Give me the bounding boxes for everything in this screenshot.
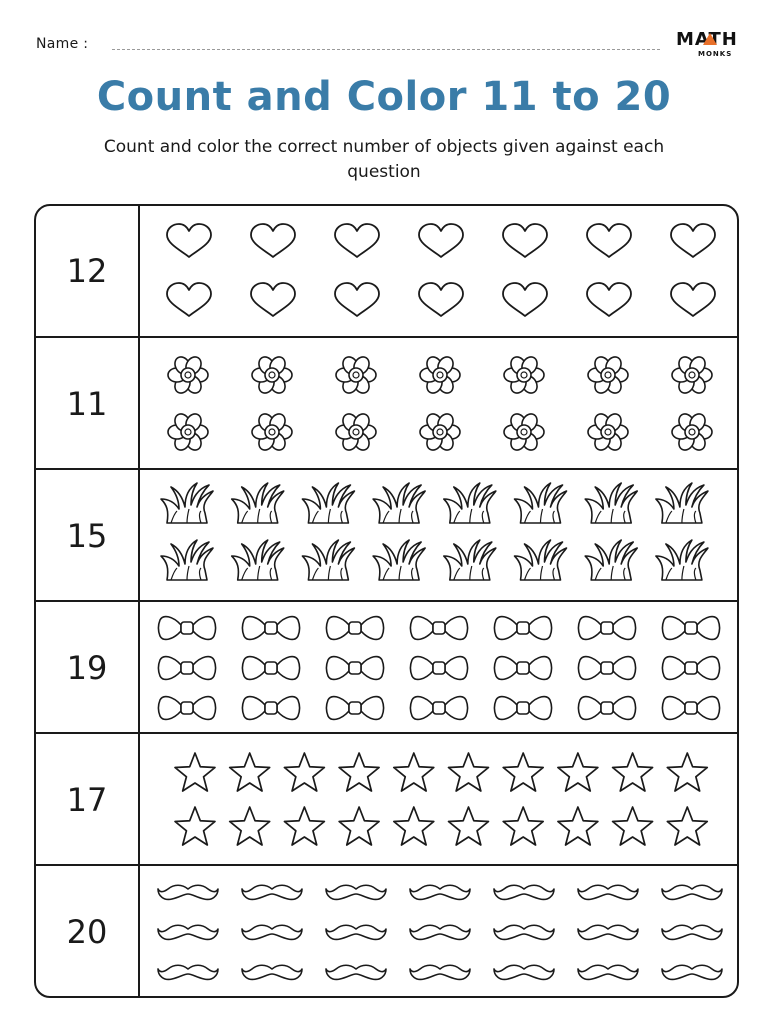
bow-icon[interactable] [495, 697, 552, 720]
flower-icon[interactable] [168, 354, 208, 396]
star-icon[interactable] [667, 753, 707, 791]
flower-icon[interactable] [588, 354, 628, 396]
bow-icon[interactable] [495, 617, 552, 640]
objects-grid [140, 602, 737, 734]
number-cell [36, 866, 140, 998]
star-icon[interactable] [175, 753, 215, 791]
heart-icon[interactable] [167, 224, 211, 257]
bow-icon[interactable] [495, 657, 552, 680]
bow-icon[interactable] [243, 657, 300, 680]
flower-icon[interactable] [672, 354, 712, 396]
mustache-icon[interactable] [158, 925, 218, 939]
objects-grid [140, 206, 737, 336]
heart-icon[interactable] [251, 283, 295, 316]
star-icon[interactable] [558, 807, 598, 845]
mustache-icon[interactable] [242, 885, 302, 899]
bow-icon[interactable] [411, 697, 468, 720]
heart-icon[interactable] [335, 283, 379, 316]
mustache-icon[interactable] [578, 885, 638, 899]
mustache-icon[interactable] [326, 885, 386, 899]
object-cell [140, 734, 737, 866]
object-cell [140, 602, 737, 734]
grass-icon[interactable] [302, 483, 354, 523]
heart-icon[interactable] [671, 283, 715, 316]
flower-icon[interactable] [672, 411, 712, 453]
mustache-icon[interactable] [662, 965, 722, 979]
bow-icon[interactable] [411, 617, 468, 640]
grass-icon[interactable] [444, 540, 496, 580]
bow-icon[interactable] [327, 697, 384, 720]
question-row [36, 468, 737, 602]
question-row [36, 732, 737, 866]
star-icon[interactable] [558, 753, 598, 791]
star-icon[interactable] [339, 807, 379, 845]
bow-icon[interactable] [159, 617, 216, 640]
number-cell [36, 206, 140, 336]
name-row [36, 36, 662, 56]
mustache-icon[interactable] [242, 965, 302, 979]
bow-icon[interactable] [579, 697, 636, 720]
flower-icon[interactable] [504, 354, 544, 396]
flower-icon[interactable] [336, 354, 376, 396]
grass-icon[interactable] [373, 483, 425, 523]
star-icon[interactable] [503, 753, 543, 791]
grass-icon[interactable] [585, 540, 637, 580]
star-icon[interactable] [449, 807, 489, 845]
object-cell [140, 206, 737, 336]
instructions: Count and color the correct number of objects given against each question [103, 137, 665, 182]
flower-icon[interactable] [504, 411, 544, 453]
mustache-icon[interactable] [410, 965, 470, 979]
flower-icon[interactable] [252, 411, 292, 453]
math-monks-logo [676, 30, 738, 60]
mustache-icon[interactable] [494, 885, 554, 899]
star-icon[interactable] [449, 753, 489, 791]
star-icon[interactable] [613, 807, 653, 845]
mustache-icon[interactable] [578, 925, 638, 939]
number-cell [36, 734, 140, 866]
grass-icon[interactable] [232, 483, 284, 523]
grass-icon[interactable] [656, 483, 708, 523]
bow-icon[interactable] [243, 697, 300, 720]
star-icon[interactable] [613, 753, 653, 791]
mustache-icon[interactable] [578, 965, 638, 979]
logo-main-text: MATH [676, 29, 738, 50]
grass-icon[interactable] [232, 540, 284, 580]
bow-icon[interactable] [663, 697, 720, 720]
grass-icon[interactable] [656, 540, 708, 580]
star-icon[interactable] [284, 753, 324, 791]
heart-icon[interactable] [503, 283, 547, 316]
question-number: 12 [66, 252, 108, 290]
object-cell [140, 866, 737, 998]
heart-icon[interactable] [251, 224, 295, 257]
bow-icon[interactable] [159, 697, 216, 720]
number-cell [36, 338, 140, 470]
grass-icon[interactable] [302, 540, 354, 580]
logo-triangle-icon [703, 33, 717, 45]
worksheet-table [34, 204, 739, 998]
object-cell [140, 338, 737, 470]
question-row [36, 864, 737, 998]
heart-icon[interactable] [503, 224, 547, 257]
star-icon[interactable] [667, 807, 707, 845]
question-row [36, 206, 737, 336]
mustache-icon[interactable] [242, 925, 302, 939]
bow-icon[interactable] [243, 617, 300, 640]
question-row [36, 336, 737, 470]
objects-grid [140, 338, 737, 470]
bow-icon[interactable] [663, 657, 720, 680]
flower-icon[interactable] [420, 354, 460, 396]
star-icon[interactable] [339, 753, 379, 791]
flower-icon[interactable] [252, 354, 292, 396]
heart-icon[interactable] [587, 224, 631, 257]
mustache-icon[interactable] [494, 965, 554, 979]
bow-icon[interactable] [327, 657, 384, 680]
mustache-icon[interactable] [494, 925, 554, 939]
mustache-icon[interactable] [158, 965, 218, 979]
heart-icon[interactable] [335, 224, 379, 257]
question-row [36, 600, 737, 734]
bow-icon[interactable] [159, 657, 216, 680]
mustache-icon[interactable] [158, 885, 218, 899]
mustache-icon[interactable] [410, 885, 470, 899]
heart-icon[interactable] [671, 224, 715, 257]
bow-icon[interactable] [579, 657, 636, 680]
mustache-icon[interactable] [326, 965, 386, 979]
mustache-icon[interactable] [410, 925, 470, 939]
name-label: Name : [36, 36, 89, 52]
heart-icon[interactable] [419, 283, 463, 316]
bow-icon[interactable] [411, 657, 468, 680]
star-icon[interactable] [394, 807, 434, 845]
number-cell [36, 602, 140, 734]
mustache-icon[interactable] [662, 885, 722, 899]
name-field-line[interactable] [112, 49, 660, 50]
number-cell [36, 470, 140, 602]
question-number: 11 [66, 385, 108, 423]
question-number: 20 [66, 913, 108, 951]
bow-icon[interactable] [579, 617, 636, 640]
grass-icon[interactable] [515, 540, 567, 580]
star-icon[interactable] [230, 807, 270, 845]
bow-icon[interactable] [663, 617, 720, 640]
heart-icon[interactable] [167, 283, 211, 316]
question-number: 15 [66, 517, 108, 555]
star-icon[interactable] [175, 807, 215, 845]
objects-grid [140, 734, 737, 866]
grass-icon[interactable] [161, 483, 213, 523]
flower-icon[interactable] [588, 411, 628, 453]
logo-sub-text: MONKS [698, 50, 733, 58]
grass-icon[interactable] [585, 483, 637, 523]
star-icon[interactable] [503, 807, 543, 845]
objects-grid [140, 470, 737, 602]
flower-icon[interactable] [168, 411, 208, 453]
heart-icon[interactable] [419, 224, 463, 257]
star-icon[interactable] [284, 807, 324, 845]
grass-icon[interactable] [515, 483, 567, 523]
objects-grid [140, 866, 737, 998]
flower-icon[interactable] [336, 411, 376, 453]
star-icon[interactable] [394, 753, 434, 791]
flower-icon[interactable] [420, 411, 460, 453]
question-number: 17 [66, 781, 108, 819]
page-title: Count and Color 11 to 20 [96, 74, 672, 120]
question-number: 19 [66, 649, 108, 687]
grass-icon[interactable] [444, 483, 496, 523]
star-icon[interactable] [230, 753, 270, 791]
grass-icon[interactable] [161, 540, 213, 580]
grass-icon[interactable] [373, 540, 425, 580]
mustache-icon[interactable] [662, 925, 722, 939]
mustache-icon[interactable] [326, 925, 386, 939]
bow-icon[interactable] [327, 617, 384, 640]
heart-icon[interactable] [587, 283, 631, 316]
object-cell [140, 470, 737, 602]
